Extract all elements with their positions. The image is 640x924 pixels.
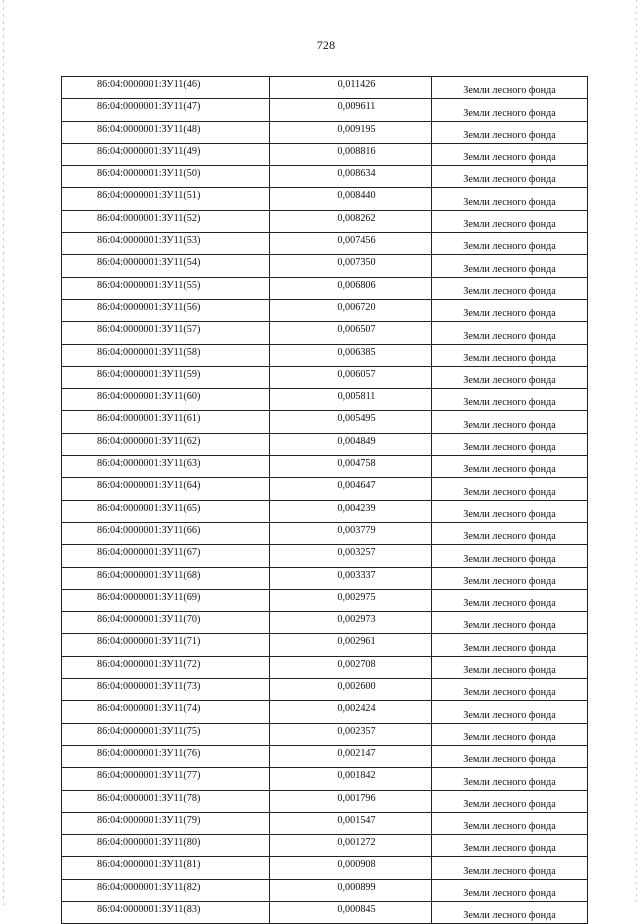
- land-category-cell: Земли лесного фонда: [432, 433, 588, 455]
- table-row: [62, 567, 588, 589]
- land-category-cell: Земли лесного фонда: [432, 567, 588, 589]
- table-row: [62, 879, 588, 901]
- area-cell: 0,006057: [270, 366, 432, 388]
- land-category-cell: Земли лесного фонда: [432, 77, 588, 99]
- cadastral-number-cell: 86:04:0000001:ЗУ11(66): [62, 522, 270, 544]
- table-row: [62, 389, 588, 411]
- cadastral-number-cell: 86:04:0000001:ЗУ11(69): [62, 589, 270, 611]
- area-cell: 0,008262: [270, 210, 432, 232]
- cadastral-number-cell: 86:04:0000001:ЗУ11(50): [62, 166, 270, 188]
- table-row: [62, 612, 588, 634]
- area-cell: 0,011426: [270, 77, 432, 99]
- table-row: [62, 589, 588, 611]
- cadastral-number-cell: 86:04:0000001:ЗУ11(73): [62, 679, 270, 701]
- land-category-cell: Земли лесного фонда: [432, 835, 588, 857]
- table-row: [62, 835, 588, 857]
- cadastral-number-cell: 86:04:0000001:ЗУ11(56): [62, 299, 270, 321]
- table-row: [62, 344, 588, 366]
- cadastral-number-cell: 86:04:0000001:ЗУ11(77): [62, 768, 270, 790]
- table-row: [62, 77, 588, 99]
- land-category-cell: Земли лесного фонда: [432, 411, 588, 433]
- table-row: [62, 233, 588, 255]
- cadastral-number-cell: 86:04:0000001:ЗУ11(51): [62, 188, 270, 210]
- table-row: [62, 166, 588, 188]
- land-category-cell: Земли лесного фонда: [432, 143, 588, 165]
- land-category-cell: Земли лесного фонда: [432, 901, 588, 923]
- area-cell: 0,004239: [270, 500, 432, 522]
- table-row: [62, 277, 588, 299]
- area-cell: 0,001272: [270, 835, 432, 857]
- area-cell: 0,002424: [270, 701, 432, 723]
- area-cell: 0,002961: [270, 634, 432, 656]
- page-number: 728: [316, 38, 336, 52]
- land-plots-table: [61, 76, 588, 924]
- land-category-cell: Земли лесного фонда: [432, 745, 588, 767]
- table-row: [62, 255, 588, 277]
- cadastral-number-cell: 86:04:0000001:ЗУ11(80): [62, 835, 270, 857]
- area-cell: 0,001842: [270, 768, 432, 790]
- area-cell: 0,008440: [270, 188, 432, 210]
- cadastral-number-cell: 86:04:0000001:ЗУ11(46): [62, 77, 270, 99]
- table-row: [62, 478, 588, 500]
- cadastral-number-cell: 86:04:0000001:ЗУ11(49): [62, 143, 270, 165]
- land-category-cell: Земли лесного фонда: [432, 210, 588, 232]
- land-category-cell: Земли лесного фонда: [432, 277, 588, 299]
- area-cell: 0,004758: [270, 456, 432, 478]
- cadastral-number-cell: 86:04:0000001:ЗУ11(54): [62, 255, 270, 277]
- cadastral-number-cell: 86:04:0000001:ЗУ11(81): [62, 857, 270, 879]
- table-row: [62, 456, 588, 478]
- table-row: [62, 433, 588, 455]
- area-cell: 0,008816: [270, 143, 432, 165]
- area-cell: 0,005495: [270, 411, 432, 433]
- table-row: [62, 679, 588, 701]
- table-row: [62, 812, 588, 834]
- area-cell: 0,006720: [270, 299, 432, 321]
- area-cell: 0,000899: [270, 879, 432, 901]
- table-row: [62, 500, 588, 522]
- cadastral-number-cell: 86:04:0000001:ЗУ11(70): [62, 612, 270, 634]
- land-category-cell: Земли лесного фонда: [432, 299, 588, 321]
- area-cell: 0,004849: [270, 433, 432, 455]
- cadastral-number-cell: 86:04:0000001:ЗУ11(65): [62, 500, 270, 522]
- scan-edge-right: [636, 0, 637, 905]
- cadastral-number-cell: 86:04:0000001:ЗУ11(78): [62, 790, 270, 812]
- land-category-cell: Земли лесного фонда: [432, 366, 588, 388]
- land-category-cell: Земли лесного фонда: [432, 701, 588, 723]
- table-body: [62, 77, 588, 924]
- cadastral-number-cell: 86:04:0000001:ЗУ11(52): [62, 210, 270, 232]
- land-category-cell: Земли лесного фонда: [432, 723, 588, 745]
- area-cell: 0,009611: [270, 99, 432, 121]
- table-row: [62, 790, 588, 812]
- land-category-cell: Земли лесного фонда: [432, 634, 588, 656]
- area-cell: 0,006507: [270, 322, 432, 344]
- land-category-cell: Земли лесного фонда: [432, 233, 588, 255]
- table-row: [62, 723, 588, 745]
- cadastral-number-cell: 86:04:0000001:ЗУ11(57): [62, 322, 270, 344]
- area-cell: 0,003337: [270, 567, 432, 589]
- area-cell: 0,009195: [270, 121, 432, 143]
- area-cell: 0,003779: [270, 522, 432, 544]
- table-row: [62, 634, 588, 656]
- cadastral-number-cell: 86:04:0000001:ЗУ11(61): [62, 411, 270, 433]
- area-cell: 0,005811: [270, 389, 432, 411]
- cadastral-number-cell: 86:04:0000001:ЗУ11(76): [62, 745, 270, 767]
- land-category-cell: Земли лесного фонда: [432, 768, 588, 790]
- area-cell: 0,002973: [270, 612, 432, 634]
- land-category-cell: Земли лесного фонда: [432, 857, 588, 879]
- table-row: [62, 299, 588, 321]
- land-category-cell: Земли лесного фонда: [432, 389, 588, 411]
- cadastral-number-cell: 86:04:0000001:ЗУ11(59): [62, 366, 270, 388]
- table-row: [62, 188, 588, 210]
- table-row: [62, 99, 588, 121]
- table-row: [62, 745, 588, 767]
- area-cell: 0,002147: [270, 745, 432, 767]
- cadastral-number-cell: 86:04:0000001:ЗУ11(67): [62, 545, 270, 567]
- cadastral-number-cell: 86:04:0000001:ЗУ11(74): [62, 701, 270, 723]
- scan-edge-left: [3, 0, 4, 905]
- table-row: [62, 545, 588, 567]
- area-cell: 0,001796: [270, 790, 432, 812]
- cadastral-number-cell: 86:04:0000001:ЗУ11(62): [62, 433, 270, 455]
- land-category-cell: Земли лесного фонда: [432, 344, 588, 366]
- table-row: [62, 210, 588, 232]
- cadastral-number-cell: 86:04:0000001:ЗУ11(83): [62, 901, 270, 923]
- cadastral-number-cell: 86:04:0000001:ЗУ11(79): [62, 812, 270, 834]
- table-row: [62, 857, 588, 879]
- cadastral-number-cell: 86:04:0000001:ЗУ11(68): [62, 567, 270, 589]
- table-row: [62, 121, 588, 143]
- area-cell: 0,002708: [270, 656, 432, 678]
- land-category-cell: Земли лесного фонда: [432, 879, 588, 901]
- cadastral-number-cell: 86:04:0000001:ЗУ11(82): [62, 879, 270, 901]
- land-category-cell: Земли лесного фонда: [432, 255, 588, 277]
- area-cell: 0,002975: [270, 589, 432, 611]
- cadastral-number-cell: 86:04:0000001:ЗУ11(64): [62, 478, 270, 500]
- land-category-cell: Земли лесного фонда: [432, 612, 588, 634]
- land-category-cell: Земли лесного фонда: [432, 500, 588, 522]
- cadastral-number-cell: 86:04:0000001:ЗУ11(75): [62, 723, 270, 745]
- table-row: [62, 143, 588, 165]
- land-category-cell: Земли лесного фонда: [432, 545, 588, 567]
- table-row: [62, 656, 588, 678]
- table-row: [62, 411, 588, 433]
- area-cell: 0,000908: [270, 857, 432, 879]
- cadastral-number-cell: 86:04:0000001:ЗУ11(71): [62, 634, 270, 656]
- land-category-cell: Земли лесного фонда: [432, 456, 588, 478]
- table-row: [62, 768, 588, 790]
- cadastral-number-cell: 86:04:0000001:ЗУ11(47): [62, 99, 270, 121]
- area-cell: 0,008634: [270, 166, 432, 188]
- table-row: [62, 322, 588, 344]
- cadastral-number-cell: 86:04:0000001:ЗУ11(72): [62, 656, 270, 678]
- cadastral-number-cell: 86:04:0000001:ЗУ11(60): [62, 389, 270, 411]
- area-cell: 0,007456: [270, 233, 432, 255]
- land-category-cell: Земли лесного фонда: [432, 522, 588, 544]
- cadastral-number-cell: 86:04:0000001:ЗУ11(53): [62, 233, 270, 255]
- cadastral-number-cell: 86:04:0000001:ЗУ11(48): [62, 121, 270, 143]
- area-cell: 0,006806: [270, 277, 432, 299]
- land-category-cell: Земли лесного фонда: [432, 166, 588, 188]
- cadastral-number-cell: 86:04:0000001:ЗУ11(55): [62, 277, 270, 299]
- land-category-cell: Земли лесного фонда: [432, 656, 588, 678]
- area-cell: 0,007350: [270, 255, 432, 277]
- area-cell: 0,002357: [270, 723, 432, 745]
- land-category-cell: Земли лесного фонда: [432, 790, 588, 812]
- cadastral-number-cell: 86:04:0000001:ЗУ11(63): [62, 456, 270, 478]
- land-category-cell: Земли лесного фонда: [432, 322, 588, 344]
- area-cell: 0,000845: [270, 901, 432, 923]
- land-category-cell: Земли лесного фонда: [432, 589, 588, 611]
- land-category-cell: Земли лесного фонда: [432, 121, 588, 143]
- area-cell: 0,003257: [270, 545, 432, 567]
- land-category-cell: Земли лесного фонда: [432, 478, 588, 500]
- area-cell: 0,006385: [270, 344, 432, 366]
- area-cell: 0,004647: [270, 478, 432, 500]
- land-category-cell: Земли лесного фонда: [432, 679, 588, 701]
- land-category-cell: Земли лесного фонда: [432, 812, 588, 834]
- area-cell: 0,002600: [270, 679, 432, 701]
- table-row: [62, 522, 588, 544]
- land-category-cell: Земли лесного фонда: [432, 99, 588, 121]
- cadastral-number-cell: 86:04:0000001:ЗУ11(58): [62, 344, 270, 366]
- land-category-cell: Земли лесного фонда: [432, 188, 588, 210]
- table-row: [62, 366, 588, 388]
- area-cell: 0,001547: [270, 812, 432, 834]
- table-row: [62, 701, 588, 723]
